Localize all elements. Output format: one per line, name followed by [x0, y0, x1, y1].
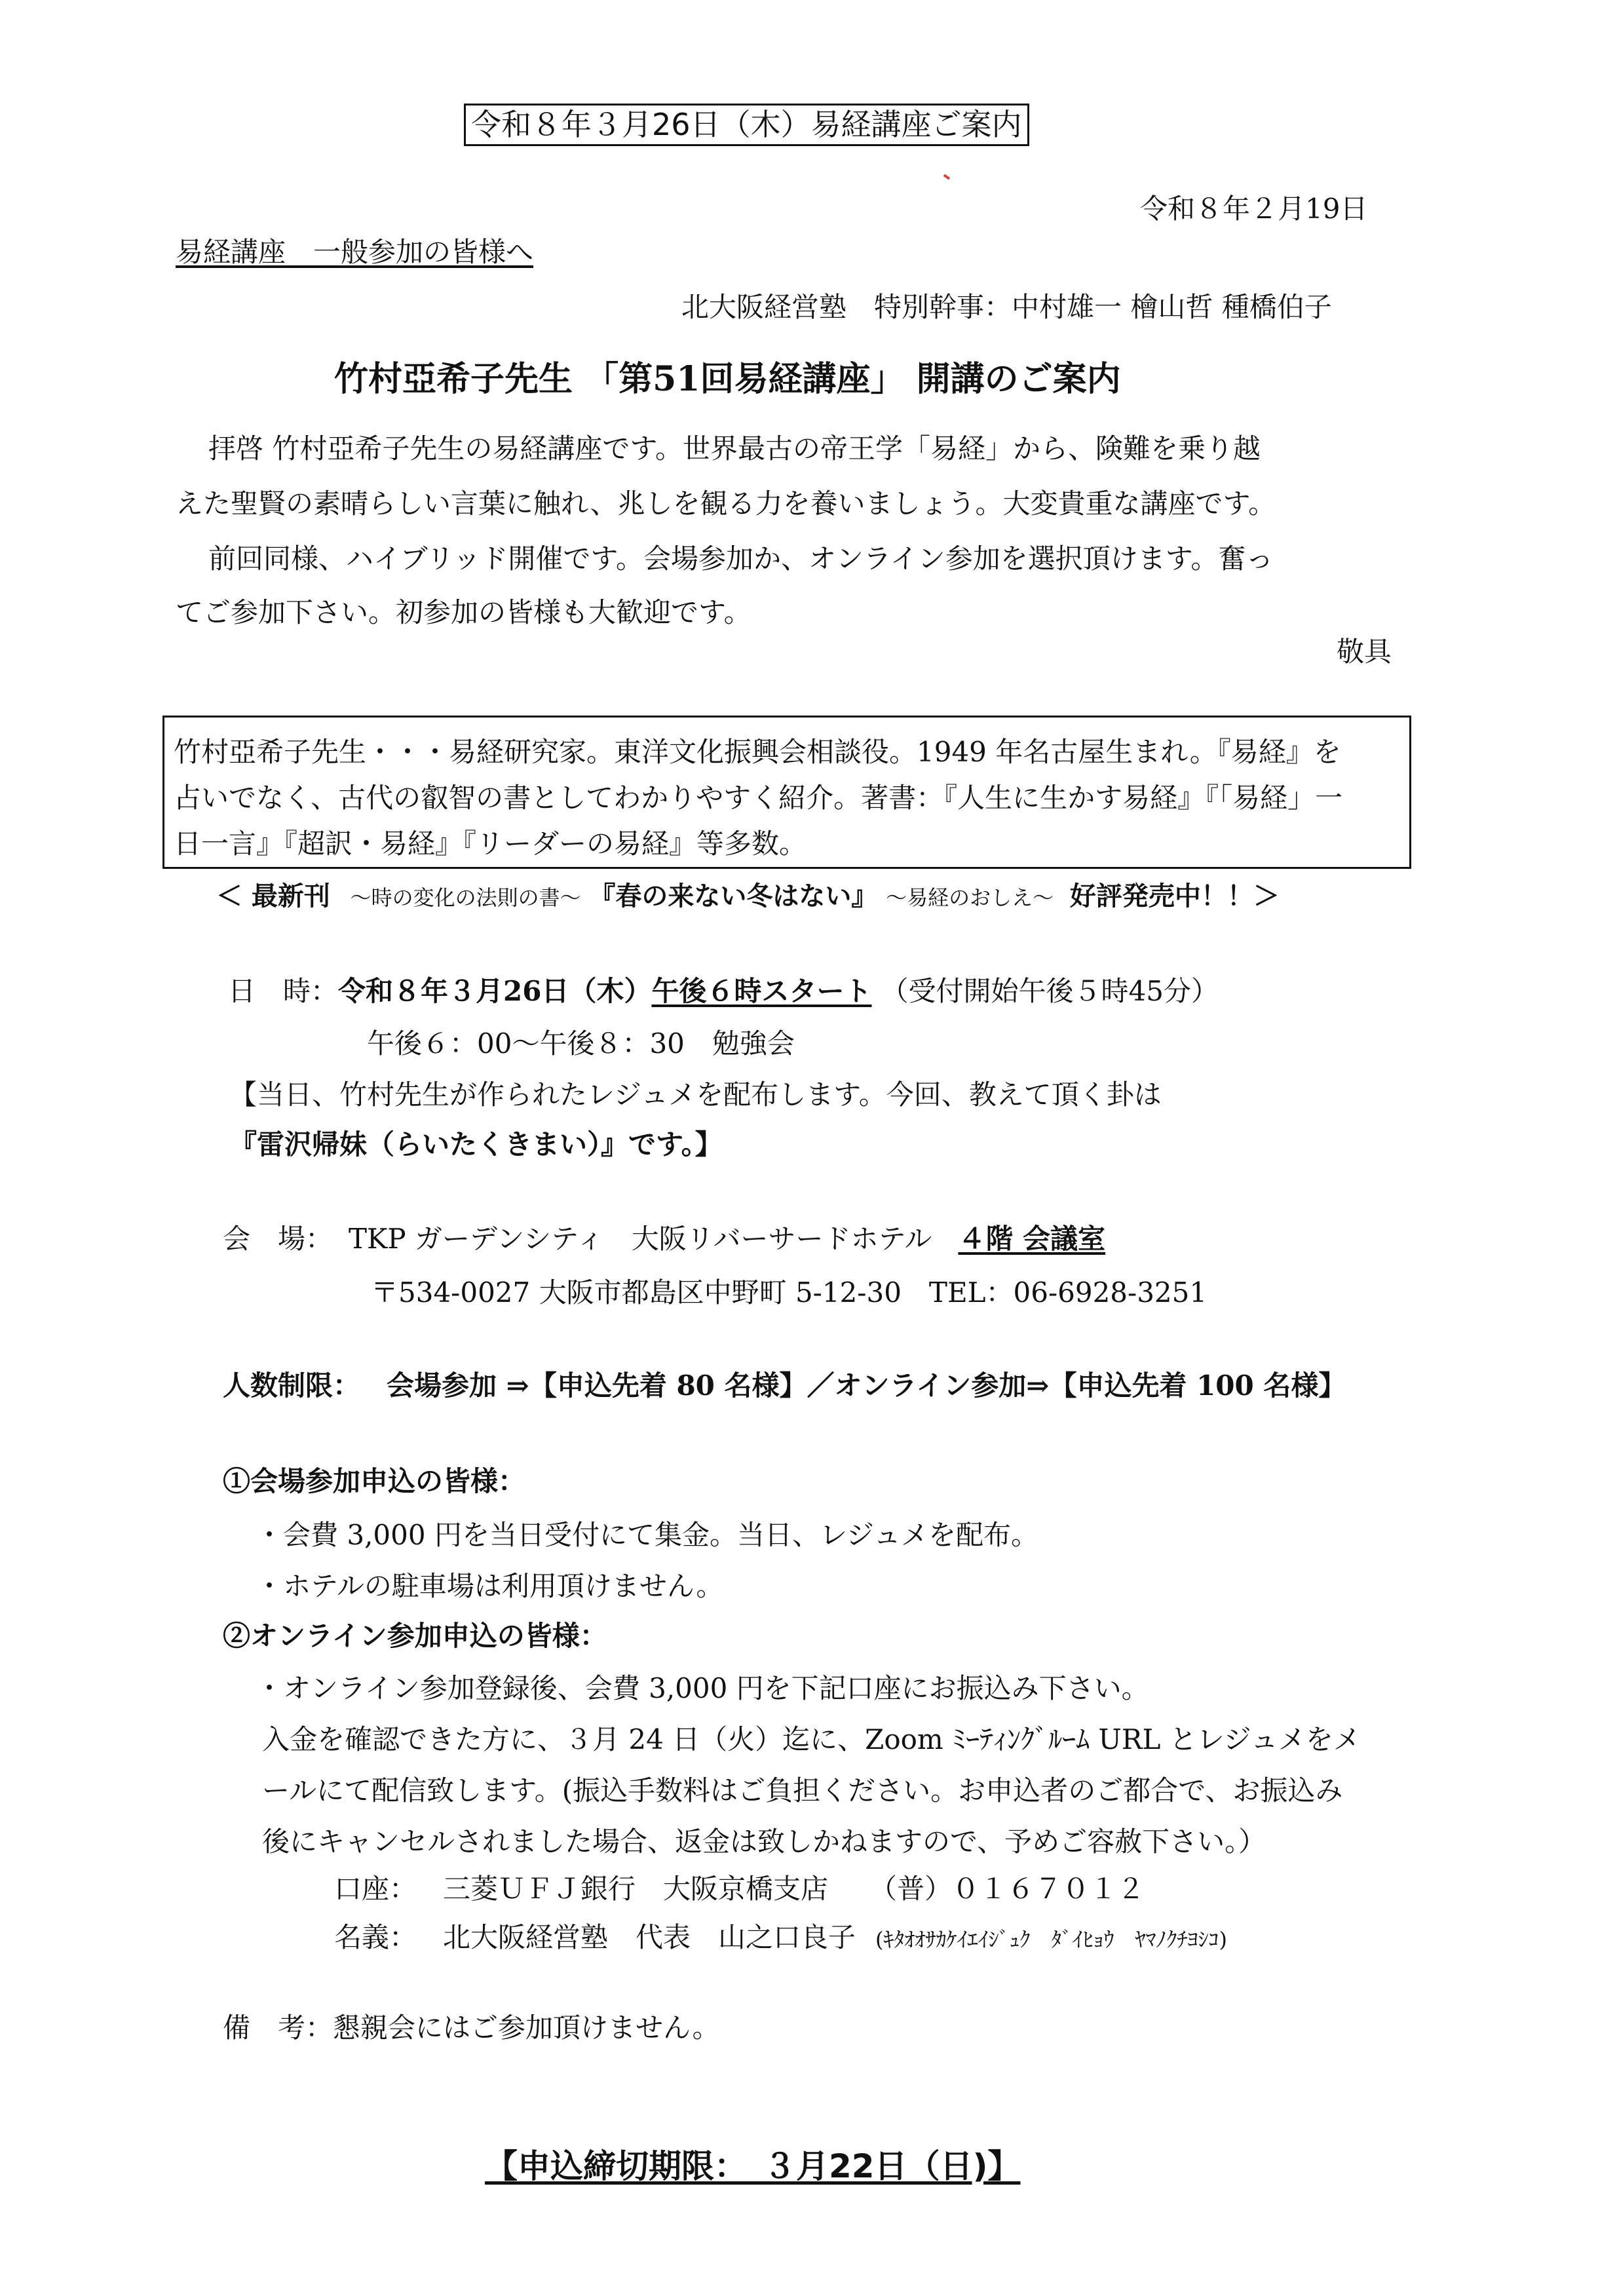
holder-value: 北大阪経営塾 代表 山之口良子 [443, 1921, 856, 1953]
online-line-4: 後にキャンセルされました場合、返金は致しかねますので、予めご容赦下さい。） [262, 1826, 1266, 1858]
intro-line-4: てご参加下さい。初参加の皆様も大歓迎です。 [176, 596, 751, 628]
remarks-line [223, 2012, 720, 2044]
new-book-line [216, 875, 1280, 913]
start-time: 午後６時スタート [651, 975, 872, 1007]
account-label: 口座： [334, 1873, 417, 1905]
online-line-1: ・オンライン参加登録後、会費 3,000 円を下記口座にお振込み下さい。 [256, 1672, 1149, 1704]
onsite-item-1: ・会費 3,000 円を当日受付にて集金。当日、レジュメを配布。 [256, 1519, 1039, 1551]
online-line-3: ールにて配信致します。(振込手数料はご負担ください。お申込者のご都合で、お振込み [262, 1774, 1343, 1807]
venue-address: 〒534-0027 大阪市都島区中野町 5-12-30 TEL：06-6928-3251 [371, 1276, 1208, 1309]
venue-name: TKP ガーデンシティ 大阪リバーサードホテル [349, 1223, 932, 1255]
schedule-note-2: 『雷沢帰妹（らいたくきまい）』です。】 [229, 1128, 723, 1160]
remarks-text: 懇親会にはご参加頂けません。 [333, 2012, 720, 2044]
reception-time: （受付開始午後５時45分） [881, 975, 1219, 1007]
profile-box [162, 716, 1411, 869]
online-line-2: 入金を確認できた方に、３月 24 日（火）迄に、Zoom ﾐｰﾃｨﾝｸﾞﾙｰﾑ URL とレジュメをメ [262, 1723, 1361, 1755]
profile-line-2: 占いでなく、古代の叡智の書としてわかりやすく紹介。著書：『人生に生かす易経』『「易経」一 [174, 782, 1343, 814]
intro-line-1: 拝啓 竹村亞希子先生の易経講座です。世界最古の帝王学「易経」から、険難を乗り越 [208, 432, 1261, 465]
intro-line-2: えた聖賢の素晴らしい言葉に触れ、兆しを観る力を養いましょう。大変貴重な講座です。 [176, 488, 1276, 520]
holder-label: 名義： [334, 1921, 417, 1953]
profile-line-3: 日一言』『超訳・易経』『リーダーの易経』等多数。 [174, 828, 807, 860]
session-time: 午後６：00～午後８：30 勉強会 [367, 1027, 795, 1060]
capacity-text: 会場参加 ⇒【申込先着 80 名様】／オンライン参加⇒【申込先着 100 名様】 [387, 1369, 1346, 1402]
sender: 北大阪経営塾 特別幹事：中村雄一 檜山哲 種橋伯子 [681, 291, 1332, 323]
venue-room: ４階 会議室 [958, 1223, 1106, 1255]
profile-line-1: 竹村亞希子先生・・・易経研究家。東洋文化振興会相談役。1949 年名古屋生まれ。『易経』を [174, 736, 1341, 768]
account-holder-line [334, 1921, 1227, 1954]
headline: 竹村亞希子先生 「第51回易経講座」 開講のご案内 [334, 359, 1121, 399]
capacity-line [223, 1369, 1346, 1402]
venue-line [223, 1223, 1105, 1255]
capacity-label: 人数制限： [223, 1369, 361, 1402]
onsite-heading: ①会場参加申込の皆様： [223, 1465, 526, 1497]
schedule-note-1: 【当日、竹村先生が作られたレジュメを配布します。今回、教えて頂く卦は [229, 1079, 1162, 1111]
venue-label: 会 場： [223, 1223, 333, 1255]
addressee: 易経講座 一般参加の皆様へ [176, 236, 534, 268]
schedule-date: 令和８年３月26日（木） [338, 975, 652, 1007]
account-value: 三菱ＵＦＪ銀行 大阪京橋支店 （普）０１６７０１２ [443, 1873, 1145, 1905]
new-book-close: 好評発売中！！＞ [1069, 881, 1280, 911]
new-book-title: 『春の来ない冬はない』 [589, 881, 878, 911]
document-title: 令和８年３月26日（木）易経講座ご案内 [464, 104, 1029, 146]
red-mark [943, 174, 950, 180]
remarks-label: 備 考： [223, 2012, 333, 2044]
new-book-open: ＜ 最新刊 [216, 881, 330, 911]
schedule-label: 日 時： [228, 975, 339, 1007]
schedule-line [228, 975, 1219, 1008]
intro-line-3: 前回同様、ハイブリッド開催です。会場参加か、オンライン参加を選択頂けます。奮っ [208, 543, 1274, 575]
closing-word: 敬具 [1337, 636, 1392, 668]
bank-account-line [334, 1873, 1145, 1905]
new-book-sub1: ～時の変化の法則の書～ [350, 885, 581, 910]
holder-kana: (ｷﾀｵｵｻｶｹｲｴｲｼﾞｭｸ ﾀﾞｲﾋｮｳ ﾔﾏﾉｸﾁﾖｼｺ) [875, 1927, 1228, 1952]
new-book-sub2: ～易経のおしえ～ [886, 885, 1054, 910]
online-heading: ②オンライン参加申込の皆様： [223, 1620, 607, 1652]
application-deadline: 【申込締切期限： ３月22日（日)】 [485, 2147, 1021, 2185]
onsite-item-2: ・ホテルの駐車場は利用頂けません。 [256, 1570, 724, 1602]
issue-date: 令和８年２月19日 [1140, 193, 1368, 225]
